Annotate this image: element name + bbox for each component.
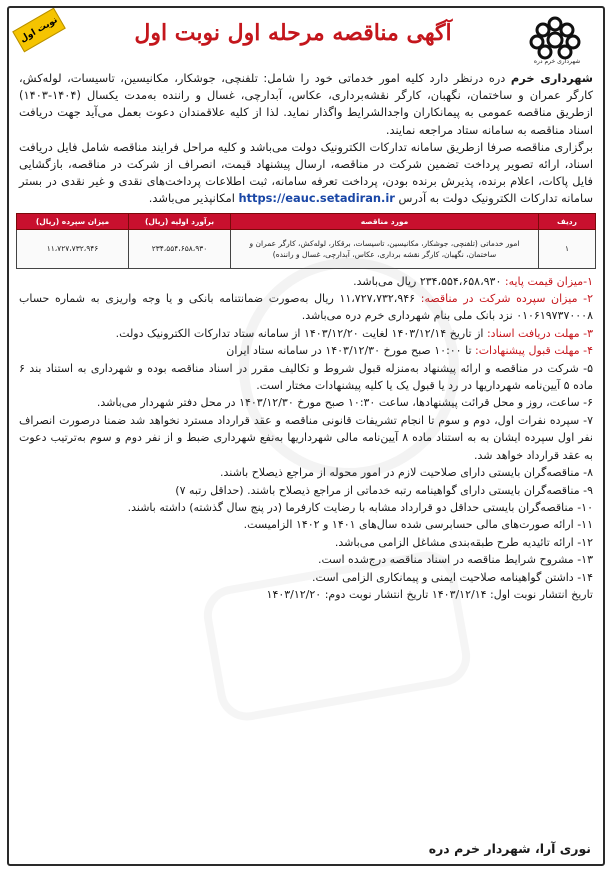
item-text: داشتن گواهینامه صلاحیت ایمنی و پیمانکاری الزامی است. [312, 570, 578, 584]
item-text: ۲۳۴،۵۵۴،۶۵۸،۹۳۰ ریال می‌باشد. [353, 274, 505, 288]
item-text: مناقصه‌گران بایستی دارای گواهینامه رتبه خدماتی از مراجع ذیصلاح باشند. (حداقل رتبه ۷) [175, 483, 584, 497]
ad-title: آگهی مناقصه مرحله اول نوبت اول [134, 20, 452, 46]
list-item [19, 499, 593, 516]
procedure-paragraph [19, 139, 593, 208]
item-label: ۷- [583, 413, 593, 427]
row-number: ۱ [539, 229, 596, 268]
item-text: ۱۱،۷۲۷،۷۳۲،۹۴۶ ریال به‌صورت ضمانتنامه بانکی و یا وجه واریزی به شماره حساب ۰۱۰۶۱۹۷۳۷۰۰۰۸ نزد بانک ملی بنام شهرداری خرم دره می‌باشد. [19, 292, 593, 323]
item-label: ۵- [583, 361, 593, 375]
org-name: شهرداری خرم [510, 71, 593, 85]
item-text: ارائه تائیدیه طرح طبقه‌بندی مشاغل الزامی می‌باشد. [334, 535, 578, 549]
ad-frame [7, 6, 605, 866]
list-item [19, 534, 593, 551]
item-text: ارائه صورت‌های مالی حسابرسی شده سال‌های ۱۴۰۱ و ۱۴۰۲ الزامیست. [243, 518, 578, 532]
table-row [17, 229, 596, 268]
item-label: ۳- مهلت دریافت اسناد: [486, 326, 593, 340]
item-text: از تاریخ ۱۴۰۳/۱۲/۱۴ لغایت ۱۴۰۳/۱۲/۲۰ از سامانه ستاد تدارکات الکترونیک دولت. [115, 326, 487, 340]
list-item [19, 516, 593, 533]
first-round-stamp: نوبت اول [12, 8, 66, 53]
row-estimate: ۲۳۴،۵۵۴،۶۵۸،۹۳۰ [129, 229, 231, 268]
item-label: ۹- [583, 483, 593, 497]
procedure-tail: امکانپذیر می‌باشد. [148, 191, 239, 206]
item-label: ۱۴- [577, 570, 593, 584]
intro-paragraph [9, 70, 603, 208]
table-header-row [17, 213, 596, 229]
col-header-subject: مورد مناقصه [231, 213, 539, 229]
col-header-estimate: برآورد اولیه (ریال) [129, 213, 231, 229]
item-label: ۱۳- [577, 553, 593, 567]
logo-caption: شهرداری خرم دره [533, 58, 581, 65]
tender-table [16, 213, 596, 269]
row-subject: امور خدماتی (تلفنچی، جوشکار، مکانیسین، تاسیسات، برقکار، لوله‌کش، کارگر عمران و ساختمان، نگهبان، کارگر نقشه برداری، عکاس، آبدارچی، غسال و راننده) [231, 229, 539, 268]
item-label: ۱۲- [577, 535, 593, 549]
publication-dates: تاریخ انتشار نوبت اول: ۱۴۰۳/۱۲/۱۴ تاریخ انتشار نوبت دوم: ۱۴۰۳/۱۲/۲۰ [266, 587, 593, 601]
item-label: ۶- [583, 396, 593, 410]
signature: نوری آرا، شهردار خرم دره [428, 841, 591, 856]
item-label: ۱۰- [577, 500, 593, 514]
col-header-row-no: ردیف [539, 213, 596, 229]
list-item [19, 551, 593, 568]
item-label: ۱۱- [577, 518, 593, 532]
item-label: ۲- میزان سپرده شرکت در مناقصه: [420, 292, 593, 306]
item-label: ۱-میزان قیمت پایه: [504, 274, 593, 288]
setad-link[interactable]: https://eauc.setadiran.ir [238, 191, 395, 206]
intro-text: دره درنظر دارد کلیه امور خدماتی خود را شامل: تلفنچی، جوشکار، مکانیسین، تاسیسات، لوله‌کش، کارگر عمران و ساختمان، نگهبان، کارگر نقشه‌برداری، عکاس، آبدارچی، غسال و راننده به‌مدت یکسال (۱۴۰۴-۱۴۰۳) ازطریق مناقصه عمومی به پیمانکاران واجدالشرایط واگذار نماید. لذا از کلیه علاقمندان دعوت بعمل می‌آید جهت دریافت اسناد مناقصه به سامانه ستاد مراجعه نمایند. [19, 71, 593, 137]
item-text: مشروح شرایط مناقصه در اسناد مناقصه درج‌شده است. [317, 553, 578, 567]
list-item [19, 482, 593, 499]
item-label: ۴- مهلت قبول پیشنهادات: [475, 344, 593, 358]
item-text: مناقصه‌گران بایستی دارای صلاحیت لازم در امور محوله از مراجع ذیصلاح باشند. [220, 466, 584, 480]
ad-header [9, 8, 603, 70]
col-header-deposit: میزان سپرده (ریال) [17, 213, 129, 229]
procedure-text: برگزاری مناقصه صرفا ازطریق سامانه تدارکات الکترونیک دولت می‌باشد و کلیه مراحل فرایند مناقصه شامل فایل دریافت اسناد، ارائه تصویر پرداخت تضمین شرکت در مناقصه، ارسال پیشنهاد قیمت، انصراف از شرکت در مناقصه، بازگشایی فایل پاکات، اعلام برنده، پذیرش برنده بودن، پرداخت تعرفه سامانه، ثبت اطلاعات پرداخت‌های نقدی و غیر نقدی در بستر سامانه تدارکات الکترونیک دولت به آدرس [19, 139, 593, 206]
item-label: ۸- [583, 466, 593, 480]
item-text: تا ۱۰:۰۰ صبح مورخ ۱۴۰۳/۱۲/۳۰ در سامانه ستاد ایران [226, 344, 475, 358]
item-text: ساعت، روز و محل قرائت پیشنهادها، ساعت ۱۰:۳۰ صبح مورخ ۱۴۰۳/۱۲/۳۰ در محل دفتر شهردار می‌باشد. [96, 396, 584, 410]
item-text: شرکت در مناقصه و ارائه پیشنهاد به‌منزله قبول شروط و تکالیف مقرر در اسناد مناقصه بوده و شهرداری به استناد بند ۶ ماده ۵ آیین‌نامه شهرداریها در رد یا قبول یک یا کلیه پیشنهادات مختار است. [19, 361, 593, 393]
item-text: مناقصه‌گران بایستی حداقل دو قرارداد مشابه با رضایت کارفرما (در پنج سال گذشته) داشته باشند. [127, 500, 578, 514]
row-deposit: ۱۱،۷۲۷،۷۳۲،۹۴۶ [17, 229, 129, 268]
item-text: سپرده نفرات اول، دوم و سوم تا انجام تشریفات قانونی مناقصه و عقد قرارداد مسترد نخواهد شد ضمنا درصورت انصراف نفر اول سپرده ایشان به به استناد ماده ۸ آیین‌نامه مالی شهرداریها به‌نفع شهرداری ضبط و از نفر دوم و سوم به‌ترتیب دعوت به عقد قرارداد خواهد شد. [19, 413, 593, 462]
